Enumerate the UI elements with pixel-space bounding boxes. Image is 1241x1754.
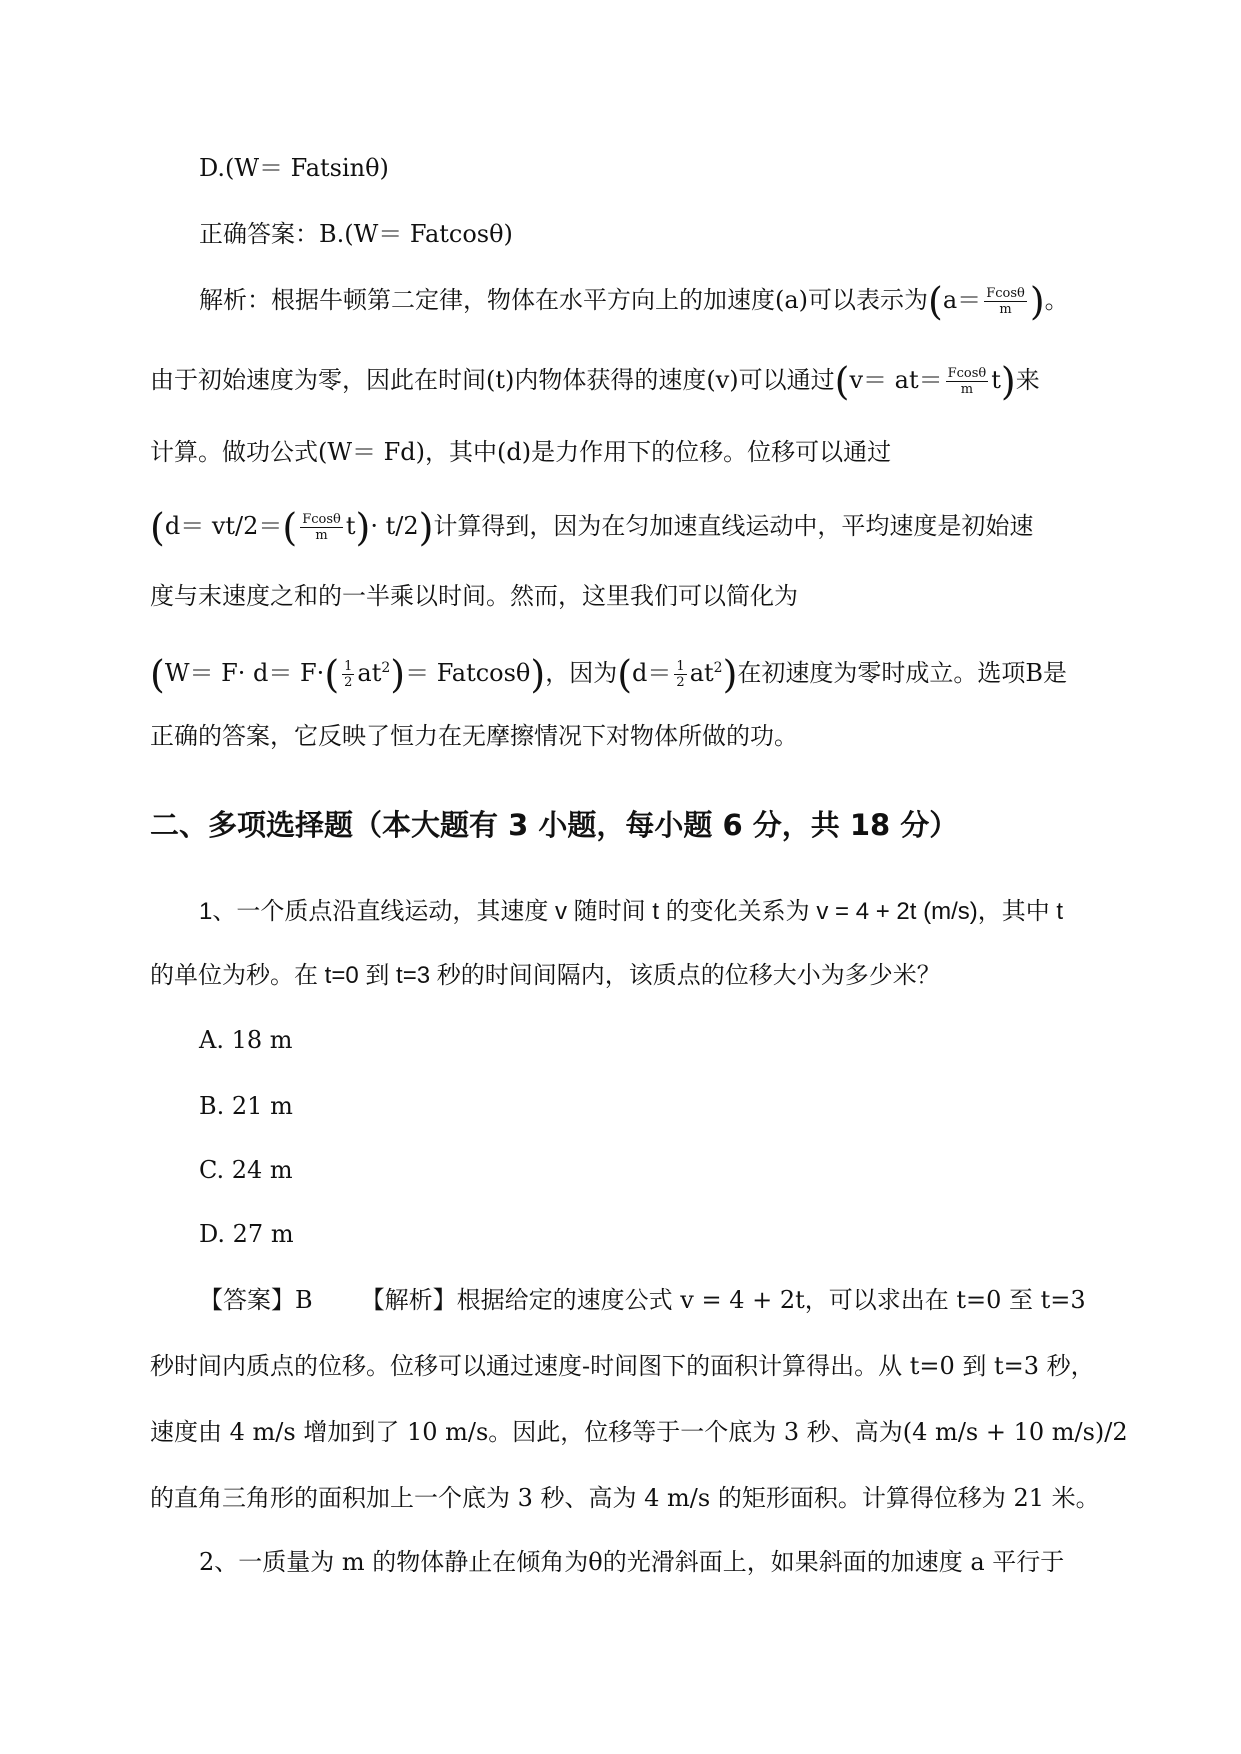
question-2-stem-line-1: 2、一质量为 m 的物体静止在倾角为θ的光滑斜面上，如果斜面的加速度 a 平行于 [199, 1548, 1065, 1576]
question-1-option-c: C. 24 m [199, 1156, 293, 1184]
equation-part: v＝ at＝ [849, 366, 943, 394]
analysis-text: 解析：根据牛顿第二定律，物体在水平方向上的加速度(a)可以表示为 [199, 286, 929, 314]
paren-open: ( [282, 505, 298, 550]
paren-open: ( [324, 652, 340, 697]
question-1-option-d: D. 27 m [199, 1220, 294, 1248]
paren-close: ) [722, 652, 738, 697]
paren-close: ) [1029, 279, 1045, 324]
fraction [946, 366, 989, 397]
paren-close: ) [418, 505, 434, 550]
analysis-line-4 [150, 505, 1034, 550]
section-heading: 二、多项选择题（本大题有 3 小题，每小题 6 分，共 18 分） [150, 808, 959, 842]
paren-open: ( [150, 652, 165, 697]
fraction-numerator: 1 [344, 659, 353, 674]
analysis-line-3: 计算。做功公式(W＝ Fd)，其中(d)是力作用下的位移。位移可以通过 [150, 438, 892, 466]
option-d: D.(W＝ Fatsinθ) [199, 154, 389, 182]
fraction-denominator: 2 [344, 675, 353, 690]
question-1-analysis-line-2: 秒时间内质点的位移。位移可以通过速度-时间图下的面积计算得出。从 t=0 到 t=3 秒， [150, 1352, 1095, 1380]
question-1-analysis-line-1 [199, 1284, 1086, 1316]
analysis-text: 。 [1044, 286, 1069, 314]
fraction-half [342, 659, 354, 690]
answer-tag: 【答案】B [199, 1286, 313, 1314]
analysis-line-1 [199, 279, 1069, 324]
paren-close: ) [530, 652, 546, 697]
question-1-option-a: A. 18 m [199, 1026, 293, 1054]
analysis-line-7: 正确的答案，它反映了恒力在无摩擦情况下对物体所做的功。 [150, 722, 798, 750]
equation-part: d＝ vt/2＝ [164, 512, 283, 540]
exponent: 2 [381, 660, 391, 676]
analysis-line-6 [150, 652, 1068, 697]
analysis-text: 来 [1015, 366, 1040, 394]
paren-open: ( [928, 279, 943, 324]
analysis-text: 计算得到，因为在匀加速直线运动中，平均速度是初始速 [433, 512, 1034, 540]
question-1-stem-line-1: 1、一个质点沿直线运动，其速度 v 随时间 t 的变化关系为 v = 4 + 2t (m/s)，其中 t [199, 898, 1064, 925]
paren-close: ) [355, 505, 371, 550]
equation-part: · t/2 [370, 512, 419, 540]
fraction [300, 512, 343, 543]
question-1-analysis-line-4: 的直角三角形的面积加上一个底为 3 秒、高为 4 m/s 的矩形面积。计算得位移为 21 米。 [150, 1484, 1100, 1512]
fraction-numerator: Fcosθ [947, 366, 987, 381]
analysis-text: 由于初始速度为零，因此在时间(t)内物体获得的速度(v)可以通过 [150, 366, 835, 394]
analysis-text: 【解析】根据给定的速度公式 v = 4 + 2t，可以求出在 t=0 至 t=3 [360, 1286, 1086, 1314]
paren-close: ) [1000, 359, 1016, 404]
analysis-line-5: 度与末速度之和的一半乘以时间。然而，这里我们可以简化为 [150, 582, 798, 610]
equation-part: d＝ [632, 659, 672, 687]
equation-part: at [357, 659, 382, 687]
fraction-denominator: m [315, 528, 328, 543]
fraction-half [674, 659, 686, 690]
fraction-denominator: 2 [676, 675, 685, 690]
equation-part: ＝ Fatcosθ [405, 659, 531, 687]
fraction-denominator: m [999, 302, 1012, 317]
paren-open: ( [617, 652, 633, 697]
equation-part: t [345, 512, 356, 540]
question-1-stem-line-2: 的单位为秒。在 t=0 到 t=3 秒的时间间隔内，该质点的位移大小为多少米？ [150, 962, 941, 989]
paren-open: ( [150, 505, 165, 550]
analysis-line-2 [150, 359, 1040, 404]
equation-part: a＝ [942, 286, 982, 314]
paren-close: ) [390, 652, 406, 697]
fraction [984, 286, 1027, 317]
fraction-numerator: Fcosθ [986, 286, 1025, 301]
exponent: 2 [713, 660, 723, 676]
fraction-numerator: 1 [676, 659, 685, 674]
correct-answer: 正确答案：B.(W＝ Fatcosθ) [199, 220, 513, 248]
analysis-text: 在初速度为零时成立。选项B是 [737, 659, 1068, 687]
fraction-numerator: Fcosθ [302, 512, 341, 527]
paren-open: ( [834, 359, 850, 404]
fraction-denominator: m [960, 382, 974, 397]
equation-part: at [689, 659, 714, 687]
equation-part: W＝ F· d＝ F· [164, 659, 325, 687]
analysis-text: ，因为 [545, 659, 618, 687]
question-1-analysis-line-3: 速度由 4 m/s 增加到了 10 m/s。因此，位移等于一个底为 3 秒、高为(4 m/s + 10 m/s)/2 [150, 1418, 1128, 1446]
equation-part: t [991, 366, 1001, 394]
question-1-option-b: B. 21 m [199, 1092, 293, 1120]
